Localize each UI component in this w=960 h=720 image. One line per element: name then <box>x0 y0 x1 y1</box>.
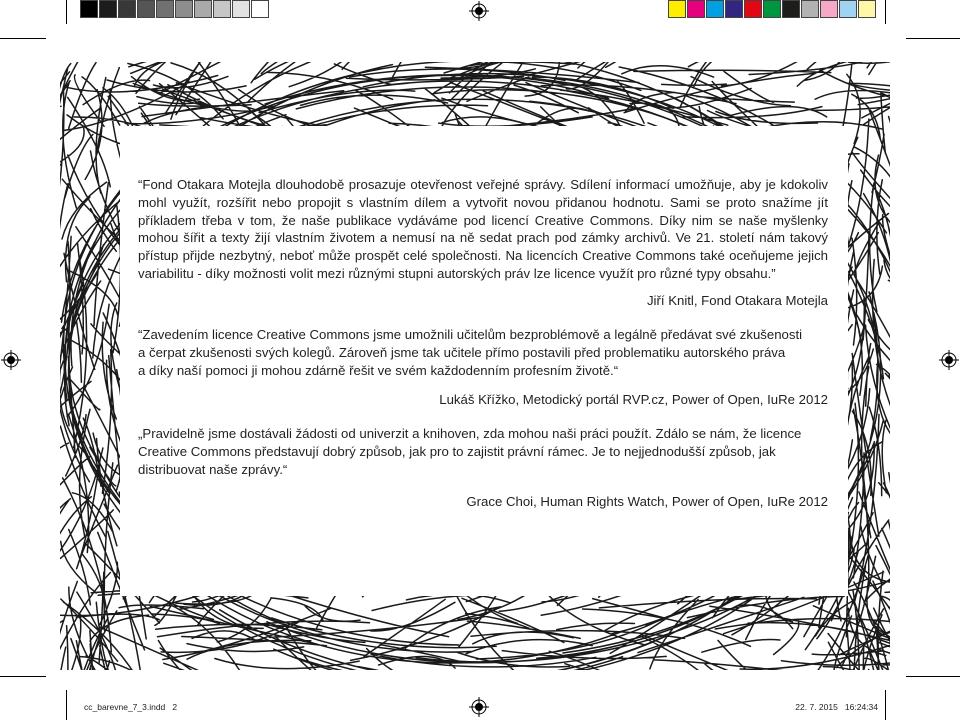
color-swatch <box>801 0 819 18</box>
quote-line: distribuovat naše zprávy.“ <box>138 461 288 477</box>
registration-mark-right-icon <box>939 350 959 370</box>
color-swatch <box>213 0 231 18</box>
color-swatch <box>820 0 838 18</box>
color-swatch <box>668 0 686 18</box>
author-choi: Grace Choi, Human Rights Watch, Power of Open, IuRe 2012 <box>466 494 828 509</box>
author-krizko: Lukáš Křížko, Metodický portál RVP.cz, Power of Open, IuRe 2012 <box>439 392 828 407</box>
color-swatch <box>175 0 193 18</box>
registration-mark-top-icon <box>469 1 489 21</box>
crop-mark-top-right-h <box>906 38 960 39</box>
color-swatch <box>725 0 743 18</box>
color-swatch <box>858 0 876 18</box>
crop-mark-bottom-left-h <box>0 676 46 677</box>
color-swatch <box>687 0 705 18</box>
quote-line: „Pravidelně jsme dostávali žádosti od univerzit a knihoven, zda mohou naši práci použít. Zdálo se nám, že licence <box>138 426 802 441</box>
color-swatch <box>99 0 117 18</box>
crop-mark-top-right-v <box>885 0 886 24</box>
color-swatch <box>194 0 212 18</box>
color-swatch <box>782 0 800 18</box>
process-color-bar <box>668 0 877 20</box>
color-swatch <box>232 0 250 18</box>
quote-knitl <box>138 176 828 283</box>
color-swatch <box>80 0 98 18</box>
color-swatch <box>251 0 269 18</box>
quote-line: “Zavedením licence Creative Commons jsme umožnili učitelům bezproblémově a legálně předávat své zkušenosti <box>138 327 803 342</box>
author-knitl: Jiří Knitl, Fond Otakara Motejla <box>646 293 828 308</box>
color-swatch <box>706 0 724 18</box>
quote-krizko <box>138 326 828 379</box>
color-swatch <box>744 0 762 18</box>
color-swatch <box>137 0 155 18</box>
quote-knitl-text: “Fond Otakara Motejla dlouhodobě prosazuje otevřenost veřejné správy. Sdílení informací umožňuje, aby je kdokoliv mohl využít, rozšířit nebo propojit s vlastním dílem a vytvořit novou přidanou hodnotu. Sami se proto snažíme jít příkladem třeba v tom, že naše publikace vydáváme pod licencí Creative Commons. Díky nim se naše myšlenky mohou šířit a texty žijí vlastním životem a nemusí na ně sedat prach pod zámky archivů. Ve 21. století nám takový přístup přijde nezbytný, neboť může prospět celé společnosti. Na licencích Creative Commons také oceňujeme jejich variabilitu - díky možnosti volit mezi různými stupni autorských práv lze licence využít pro různé typy obsahu.” <box>138 177 828 281</box>
quote-line: a díky naší pomoci ji mohou zdárně řešit ve svém každodenním profesním životě.“ <box>138 362 619 378</box>
quotes-panel <box>120 126 848 596</box>
slug-filename: cc_barevne_7_3.indd 2 <box>84 702 178 712</box>
registration-mark-left-icon <box>1 350 21 370</box>
grayscale-color-bar <box>80 0 270 20</box>
crop-mark-bottom-left-v <box>66 690 67 720</box>
quote-line: Creative Commons představují dobrý způsob, jak pro to zajistit právní rámec. Je to nejjednodušší způsob, jak <box>138 443 776 459</box>
slug-timestamp: 22. 7. 2015 16:24:34 <box>795 702 878 712</box>
color-swatch <box>763 0 781 18</box>
crop-mark-bottom-right-h <box>906 676 960 677</box>
quote-choi <box>138 425 828 478</box>
color-swatch <box>156 0 174 18</box>
color-swatch <box>118 0 136 18</box>
color-swatch <box>839 0 857 18</box>
crop-mark-top-left-v <box>66 0 67 24</box>
quote-line: a čerpat zkušenosti svých kolegů. Zároveň jsme tak učitele přímo postavili před problematiku autorského práva <box>138 344 786 360</box>
crop-mark-top-left-h <box>0 38 46 39</box>
crop-mark-bottom-right-v <box>885 690 886 720</box>
registration-mark-bottom-icon <box>469 697 489 717</box>
